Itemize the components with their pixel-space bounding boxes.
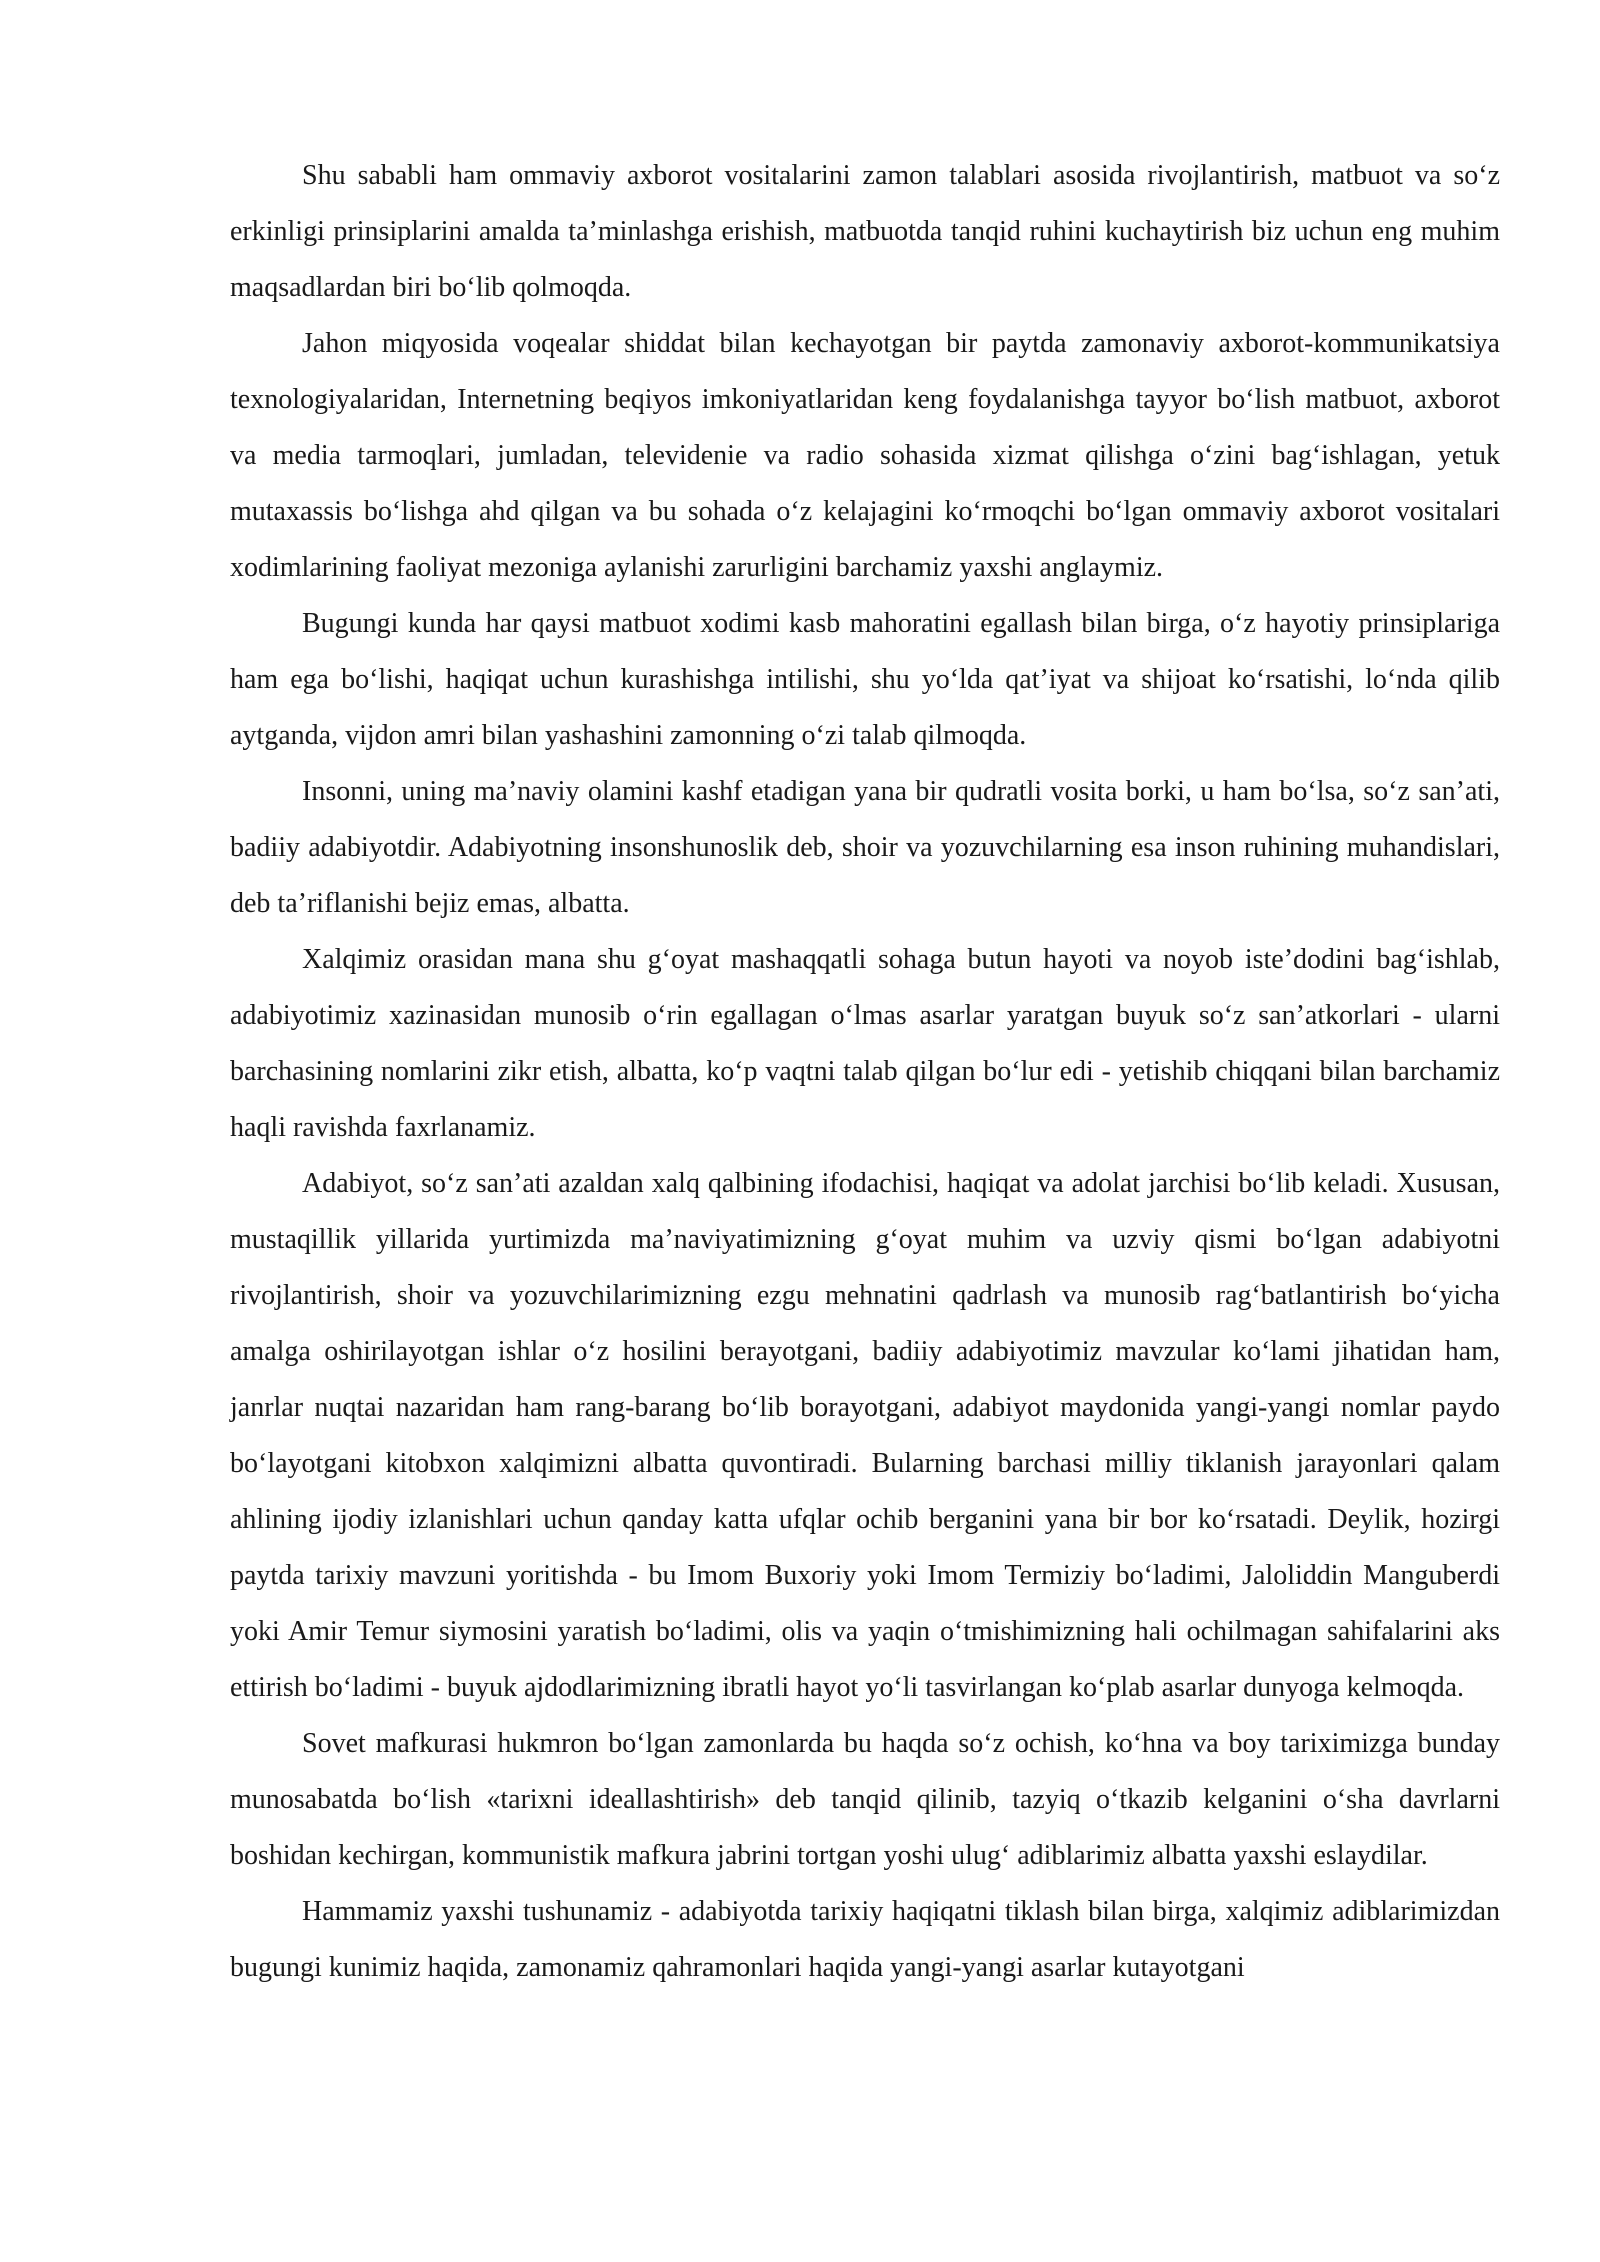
paragraph-5: Xalqimiz orasidan mana shu g‘oyat mashaqqatli sohaga butun hayoti va noyob iste’dodini bag‘ishlab, adabiyotimiz xazinasidan munosib o‘rin egallagan o‘lmas asarlar yaratgan buyuk so‘z san’atkorlari - ularni barchasining nomlarini zikr etish, albatta, ko‘p vaqtni talab qilgan bo‘lur edi - yetishib chiqqani bilan barchamiz haqli ravishda faxrlanamiz.	[230, 944, 1500, 1143]
paragraph-4: Insonni, uning ma’naviy olamini kashf etadigan yana bir qudratli vosita borki, u ham bo‘lsa, so‘z san’ati, badiiy adabiyotdir. Adabiyotning insonshunoslik deb, shoir va yozuvchilarning esa inson ruhining muhandislari, deb ta’riflanishi bejiz emas, albatta.	[230, 776, 1500, 919]
paragraph-3: Bugungi kunda har qaysi matbuot xodimi kasb mahoratini egallash bilan birga, o‘z hayotiy prinsiplariga ham ega bo‘lishi, haqiqat uchun kurashishga intilishi, shu yo‘lda qat’iyat va shijoat ko‘rsatishi, lo‘nda qilib aytganda, vijdon amri bilan yashashini zamonning o‘zi talab qilmoqda.	[230, 608, 1500, 751]
paragraph-1: Shu sababli ham ommaviy axborot vositalarini zamon talablari asosida rivojlantirish, matbuot va so‘z erkinligi prinsiplarini amalda ta’minlashga erishish, matbuotda tanqid ruhini kuchaytirish biz uchun eng muhim maqsadlardan biri bo‘lib qolmoqda.	[230, 160, 1500, 303]
paragraph-7: Sovet mafkurasi hukmron bo‘lgan zamonlarda bu haqda so‘z ochish, ko‘hna va boy tariximizga bunday munosabatda bo‘lish «tarixni ideallashtirish» deb tanqid qilinib, tazyiq o‘tkazib kelganini o‘sha davrlarni boshidan kechirgan, kommunistik mafkura jabrini tortgan yoshi ulug‘ adiblarimiz albatta yaxshi eslaydilar.	[230, 1728, 1500, 1871]
paragraph-6: Adabiyot, so‘z san’ati azaldan xalq qalbining ifodachisi, haqiqat va adolat jarchisi bo‘lib keladi. Xususan, mustaqillik yillarida yurtimizda ma’naviyatimizning g‘oyat muhim va uzviy qismi bo‘lgan adabiyotni rivojlantirish, shoir va yozuvchilarimizning ezgu mehnatini qadrlash va munosib rag‘batlantirish bo‘yicha amalga oshirilayotgan ishlar o‘z hosilini berayotgani, badiiy adabiyotimiz mavzular ko‘lami jihatidan ham, janrlar nuqtai nazaridan ham rang-barang bo‘lib borayotgani, adabiyot maydonida yangi-yangi nomlar paydo bo‘layotgani kitobxon xalqimizni albatta quvontiradi. Bularning barchasi milliy tiklanish jarayonlari qalam ahlining ijodiy izlanishlari uchun qanday katta ufqlar ochib berganini yana bir bor ko‘rsatadi. Deylik, hozirgi paytda tarixiy mavzuni yoritishda - bu Imom Buxoriy yoki Imom Termiziy bo‘ladimi, Jaloliddin Manguberdi yoki Amir Temur siymosini yaratish bo‘ladimi, olis va yaqin o‘tmishimizning hali ochilmagan sahifalarini aks ettirish bo‘ladimi - buyuk ajdodlarimizning ibratli hayot yo‘li tasvirlangan ko‘plab asarlar dunyoga kelmoqda.	[230, 1168, 1500, 1703]
paragraph-2: Jahon miqyosida voqealar shiddat bilan kechayotgan bir paytda zamonaviy axborot-kommunikatsiya texnologiyalaridan, Internetning beqiyos imkoniyatlaridan keng foydalanishga tayyor bo‘lish matbuot, axborot va media tarmoqlari, jumladan, televidenie va radio sohasida xizmat qilishga o‘zini bag‘ishlagan, yetuk mutaxassis bo‘lishga ahd qilgan va bu sohada o‘z kelajagini ko‘rmoqchi bo‘lgan ommaviy axborot vositalari xodimlarining faoliyat mezoniga aylanishi zarurligini barchamiz yaxshi anglaymiz.	[230, 328, 1500, 583]
document-page	[230, 148, 1500, 1996]
paragraph-8: Hammamiz yaxshi tushunamiz - adabiyotda tarixiy haqiqatni tiklash bilan birga, xalqimiz adiblarimizdan bugungi kunimiz haqida, zamonamiz qahramonlari haqida yangi-yangi asarlar kutayotgani	[230, 1896, 1500, 1983]
